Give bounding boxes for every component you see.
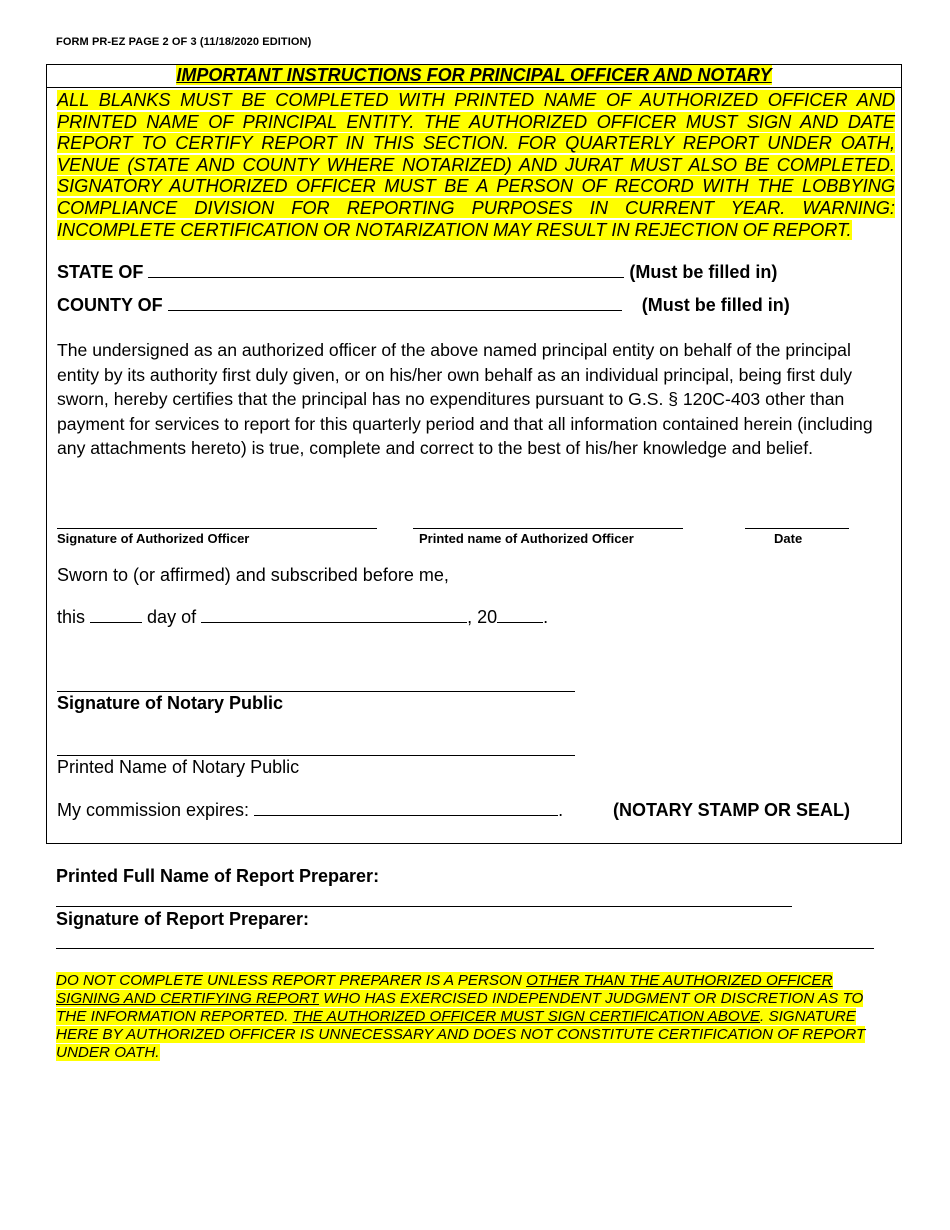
state-note: (Must be filled in) (629, 262, 778, 282)
state-field-row (57, 262, 777, 283)
preparer-signature-line[interactable] (56, 948, 874, 949)
jurat-date-row (57, 607, 548, 628)
county-label: COUNTY OF (57, 295, 163, 315)
instructions-body: ALL BLANKS MUST BE COMPLETED WITH PRINTED NAME OF AUTHORIZED OFFICER AND PRINTED NAME OF PRINCIPAL ENTITY. THE AUTHORIZED OFFICER MUST SIGN AND DATE REPORT TO CERTIFY REPORT IN THIS SECTION. FOR QUARTERLY REPORT UNDER OATH, VENUE (STATE AND COUNTY WHERE NOTARIZED) AND JURAT MUST ALSO BE COMPLETED. SIGNATORY AUTHORIZED OFFICER MUST BE A PERSON OF RECORD WITH THE LOBBYING COMPLIANCE DIVISION FOR REPORTING PURPOSES IN CURRENT YEAR. WARNING: INCOMPLETE CERTIFICATION OR NOTARIZATION MAY RESULT IN REJECTION OF REPORT. (57, 90, 895, 240)
county-note: (Must be filled in) (641, 295, 790, 315)
county-input-line[interactable] (168, 296, 622, 311)
preparer-name-line[interactable] (56, 906, 792, 907)
note-part-2: OTHER THAN THE AUTHORIZED OFFICER SIGNING AND CERTIFYING REPORT (56, 972, 833, 1007)
officer-printed-name-line[interactable] (413, 528, 683, 529)
notary-stamp-label: (NOTARY STAMP OR SEAL) (613, 800, 851, 820)
jurat-this-label: this (57, 607, 86, 627)
commission-label: My commission expires: (57, 800, 250, 820)
certification-text: The undersigned as an authorized officer of the above named principal entity on behalf of the principal entity by its authority first duly given, or on his/her own behalf as an individual principal, being first duly sworn, hereby certifies that the principal has no expenditures pursuant to G.S. § 120C-403 other than payment for services to report for this quarterly period and that all information contained herein (including any attachments hereto) is true, complete and correct to the best of his/her knowledge and belief. (57, 340, 873, 459)
note-part-3: WHO HAS EXERCISED INDEPENDENT JUDGMENT OR DISCRETION AS TO THE INFORMATION REPORTED. (56, 990, 864, 1025)
certification-box (46, 64, 902, 844)
notary-signature-line[interactable] (57, 691, 575, 692)
note-part-4: THE AUTHORIZED OFFICER MUST SIGN CERTIFICATION ABOVE (292, 1008, 761, 1025)
jurat-year-input[interactable] (497, 608, 543, 623)
preparer-warning-note (56, 972, 890, 1062)
preparer-name-label: Printed Full Name of Report Preparer: (56, 866, 380, 886)
jurat-day-input[interactable] (90, 608, 142, 623)
officer-signature-line[interactable] (57, 528, 377, 529)
jurat-period: . (543, 607, 549, 627)
form-header: FORM PR-EZ PAGE 2 OF 3 (11/18/2020 EDITION) (56, 36, 312, 48)
state-input-line[interactable] (148, 263, 624, 278)
instructions-title: IMPORTANT INSTRUCTIONS FOR PRINCIPAL OFFICER AND NOTARY (176, 65, 772, 85)
officer-printed-name-label: Printed name of Authorized Officer (419, 531, 634, 546)
jurat-day-of-label: day of (147, 607, 197, 627)
officer-date-label: Date (774, 531, 803, 546)
notary-printed-name-line[interactable] (57, 755, 575, 756)
officer-date-line[interactable] (745, 528, 849, 529)
commission-input[interactable] (254, 801, 558, 816)
note-part-5: . SIGNATURE HERE BY AUTHORIZED OFFICER IS UNNECESSARY AND DOES NOT CONSTITUTE CERTIFICATION OF REPORT UNDER OATH. (56, 1008, 866, 1061)
sworn-text: Sworn to (or affirmed) and subscribed before me, (57, 565, 449, 585)
notary-printed-name-label: Printed Name of Notary Public (57, 757, 300, 777)
county-field-row (57, 295, 790, 316)
officer-signature-label: Signature of Authorized Officer (57, 531, 250, 546)
note-part-1: DO NOT COMPLETE UNLESS REPORT PREPARER IS A PERSON (56, 972, 527, 989)
commission-row (57, 800, 563, 821)
jurat-month-input[interactable] (201, 608, 467, 623)
commission-period: . (558, 800, 564, 820)
notary-signature-label: Signature of Notary Public (57, 693, 284, 713)
jurat-year-prefix: , 20 (467, 607, 498, 627)
preparer-signature-label: Signature of Report Preparer: (56, 909, 310, 929)
instructions-divider (47, 87, 901, 88)
state-label: STATE OF (57, 262, 144, 282)
